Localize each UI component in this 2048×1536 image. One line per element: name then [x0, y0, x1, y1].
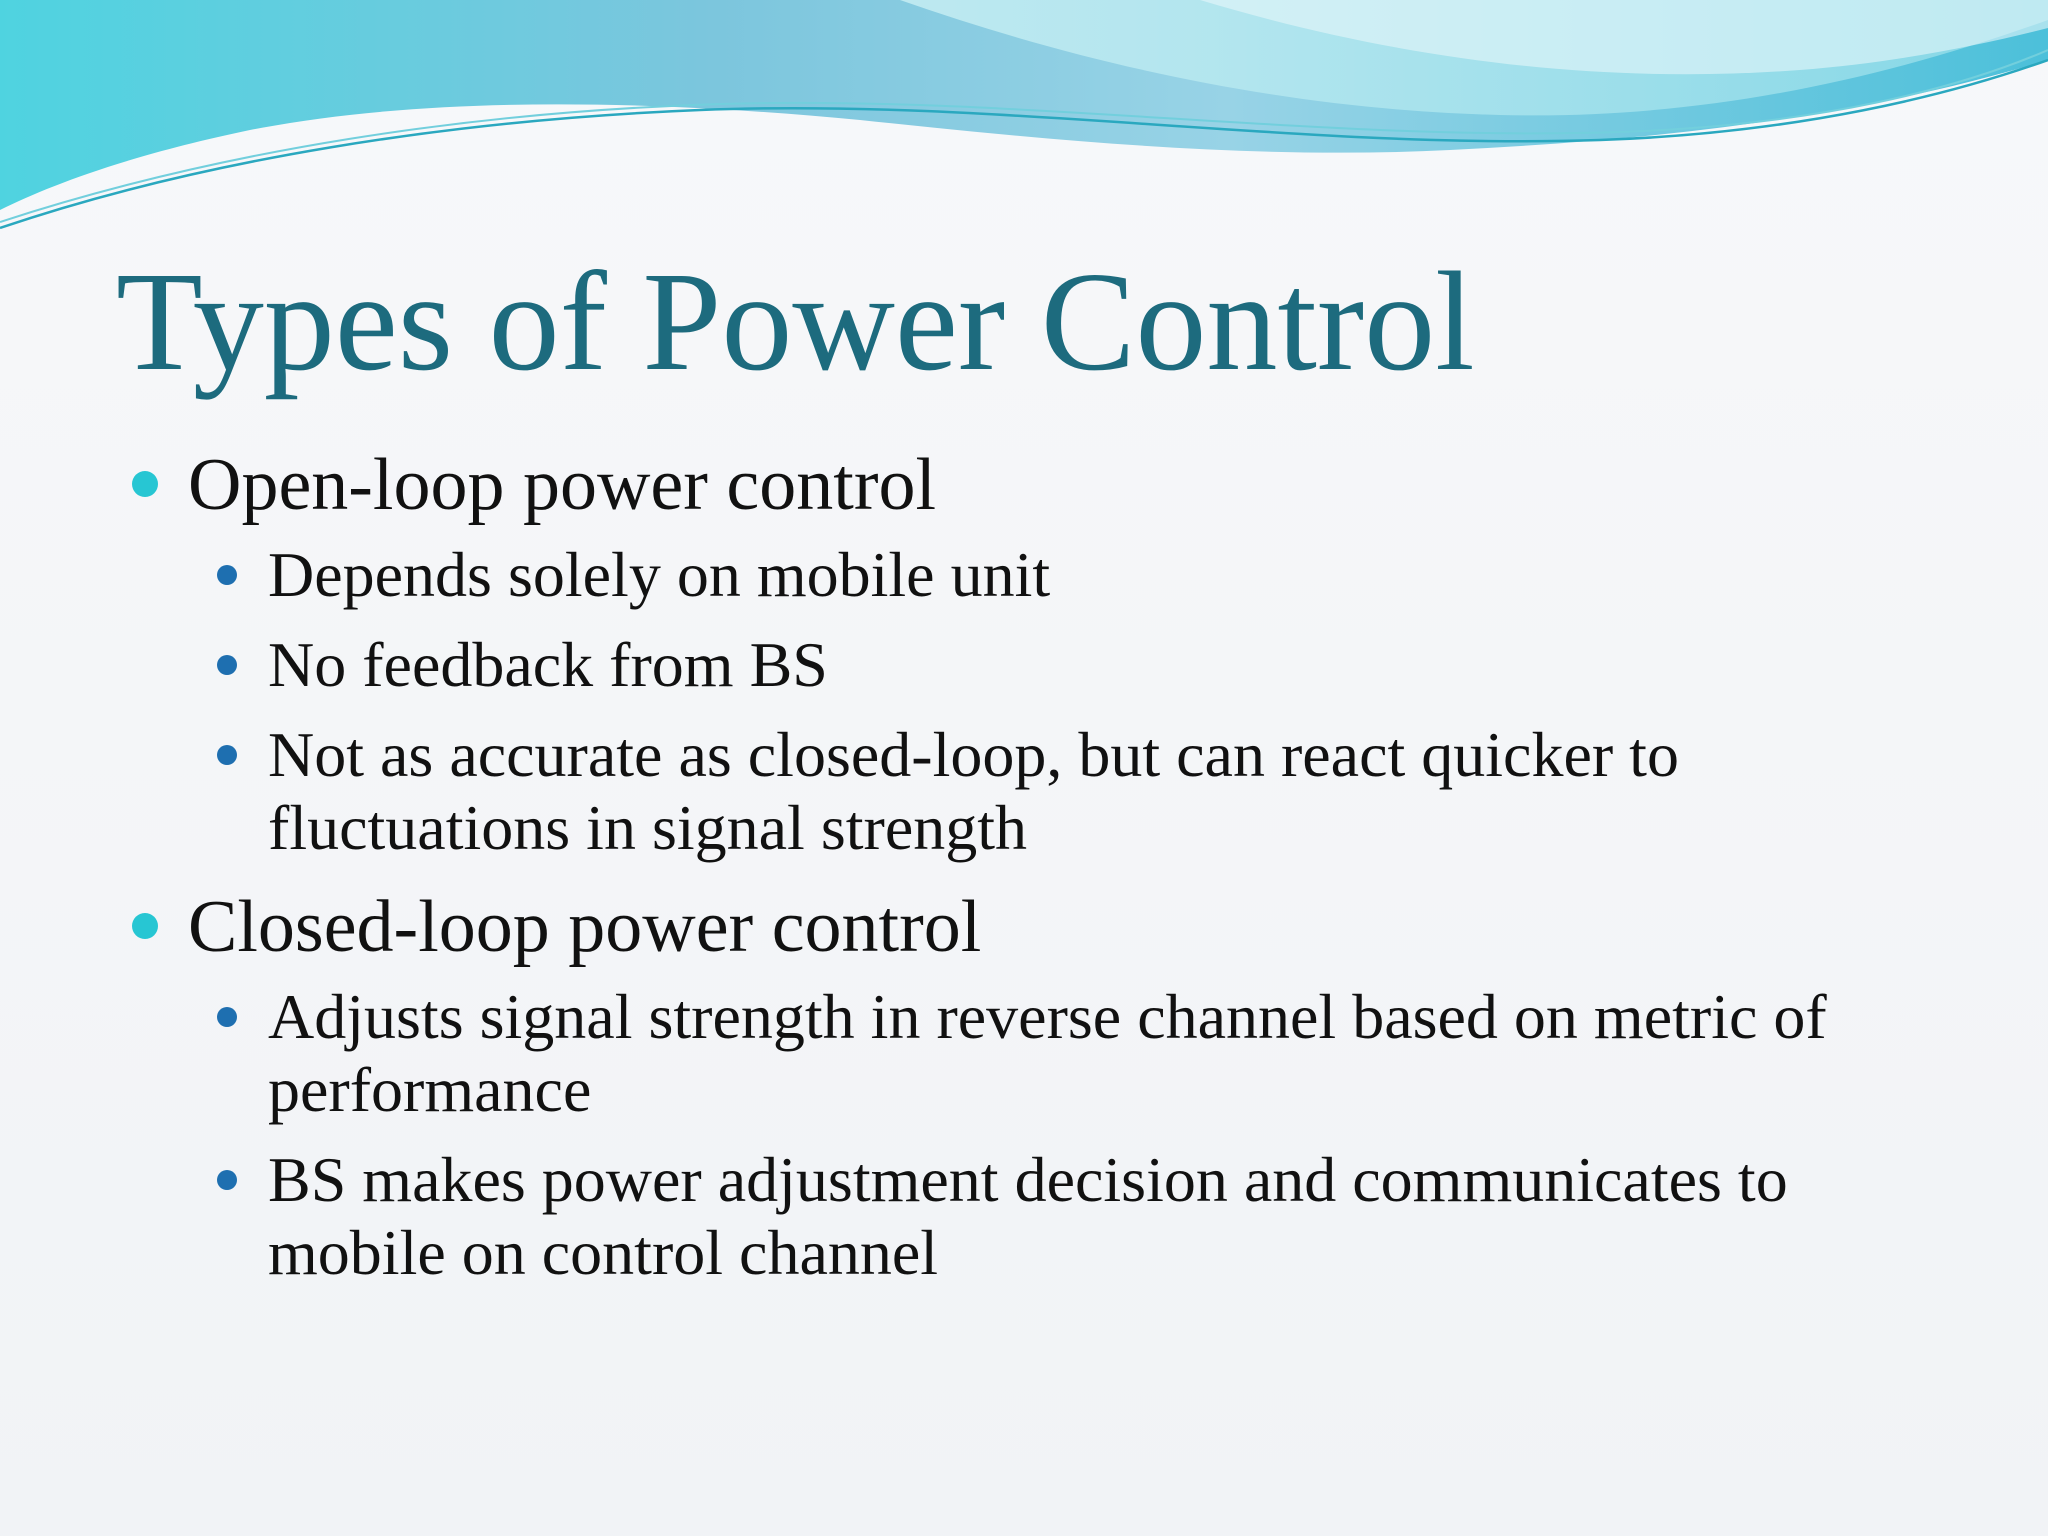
bullet-dot-icon: [132, 471, 158, 497]
bullet-dot-icon: [132, 913, 158, 939]
bullet-closed-loop: [128, 882, 1928, 972]
decorative-wave-banner: [0, 0, 2048, 240]
sub-bullet: [128, 628, 1968, 701]
sub-bullet-text: BS makes power adjustment decision and communicates to mobile on control channel: [268, 1144, 1788, 1288]
sub-bullet-list: [128, 980, 1928, 1289]
sub-bullet-text: Depends solely on mobile unit: [268, 539, 1051, 610]
sub-bullet: [128, 718, 1968, 864]
bullet-list: [128, 440, 1928, 1307]
sub-bullet: [128, 980, 1968, 1126]
bullet-label: Open-loop power control: [188, 444, 937, 526]
sub-bullet-dot-icon: [217, 1170, 237, 1190]
sub-bullet: [128, 538, 1968, 611]
sub-bullet-dot-icon: [217, 565, 237, 585]
sub-bullet-dot-icon: [217, 745, 237, 765]
slide-title: Types of Power Control: [116, 242, 1475, 400]
bullet-open-loop: [128, 440, 1928, 530]
sub-bullet: [128, 1143, 1968, 1289]
sub-bullet-text: Adjusts signal strength in reverse channel based on metric of performance: [268, 981, 1827, 1125]
sub-bullet-text: No feedback from BS: [268, 629, 828, 700]
sub-bullet-dot-icon: [217, 655, 237, 675]
bullet-label: Closed-loop power control: [188, 886, 982, 968]
sub-bullet-dot-icon: [217, 1007, 237, 1027]
sub-bullet-text: Not as accurate as closed-loop, but can react quicker to fluctuations in signal strength: [268, 719, 1679, 863]
sub-bullet-list: [128, 538, 1928, 864]
